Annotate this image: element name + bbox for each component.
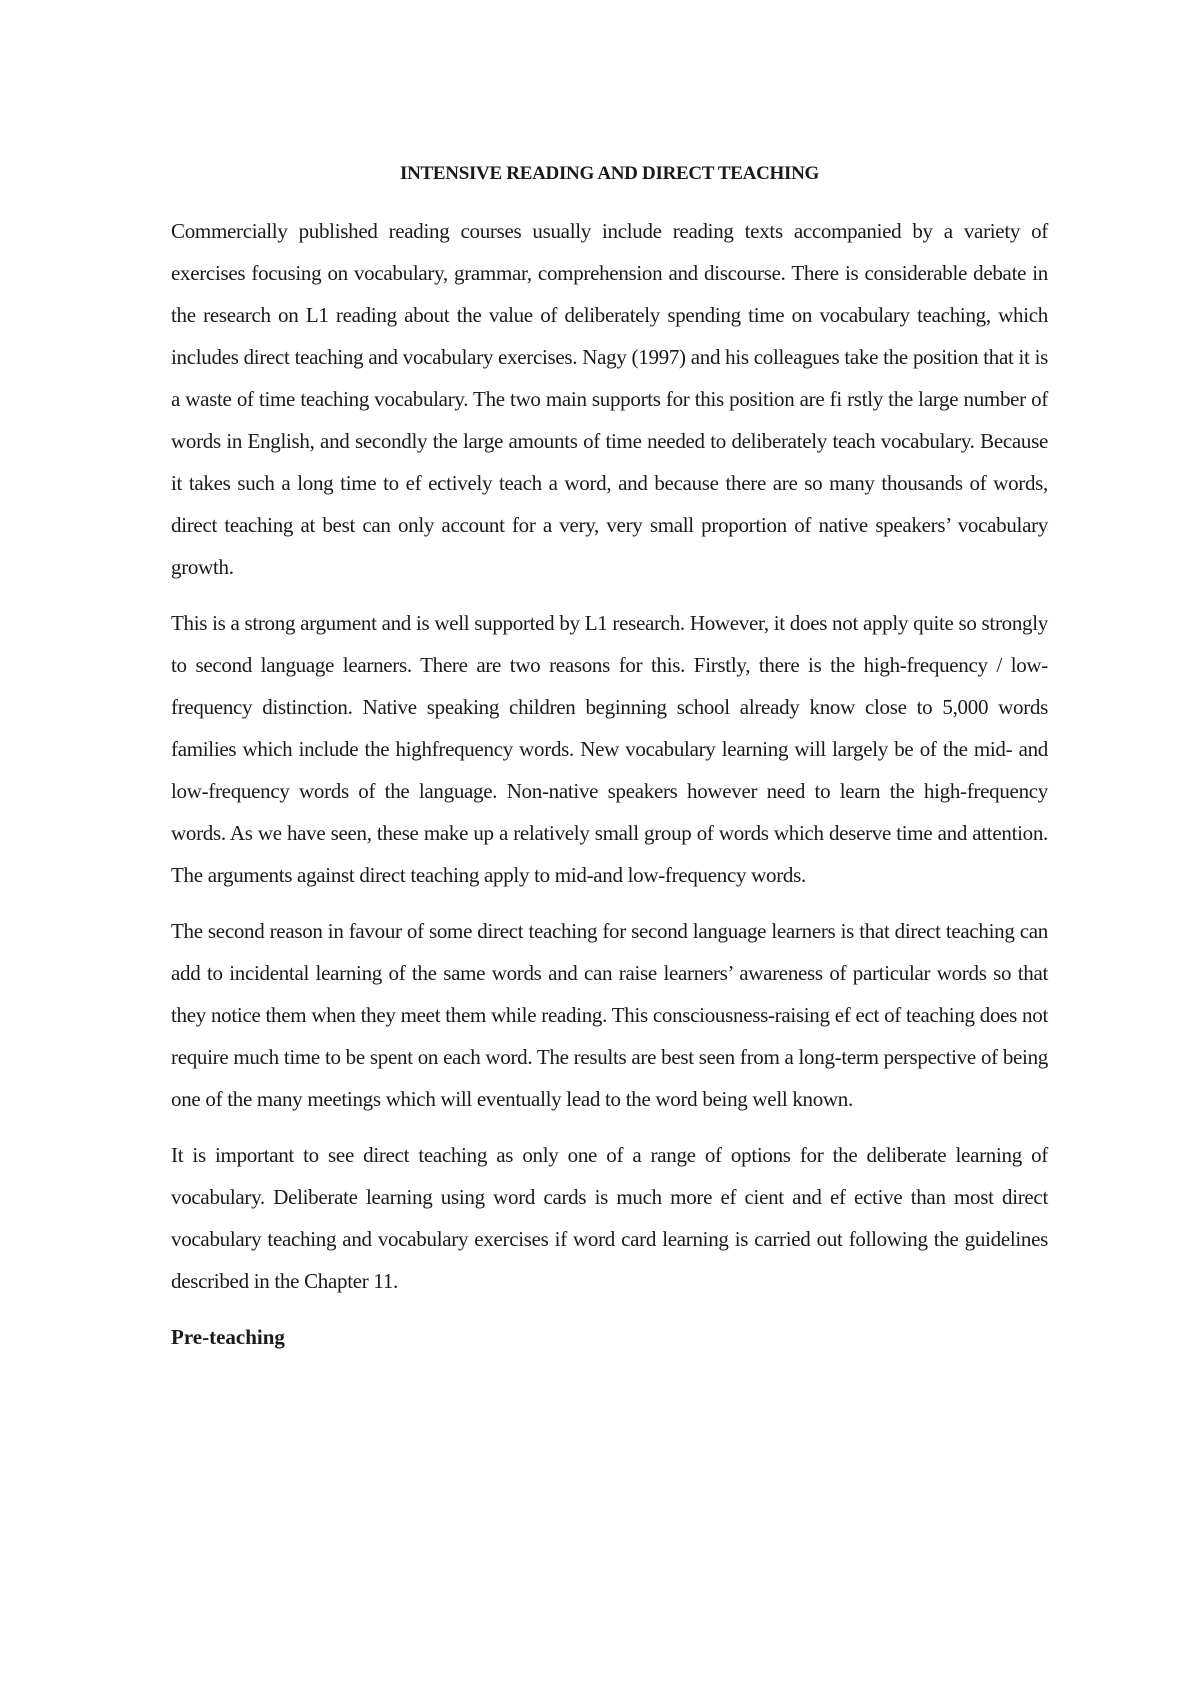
document-body <box>171 160 1048 1358</box>
section-heading-pre-teaching: Pre-teaching <box>171 1325 285 1349</box>
paragraph-2: This is a strong argument and is well supported by L1 research. However, it does not apply quite so strongly to second language learners. There are two reasons for this. Firstly, there is the high-frequency / low-frequency distinction. Native speaking children beginning school already know close to 5,000 words families which include the highfrequency words. New vocabulary learning will largely be of the mid- and low-frequency words of the language. Non-native speakers however need to learn the high-frequency words. As we have seen, these make up a relatively small group of words which deserve time and attention. The arguments against direct teaching apply to mid-and low-frequency words. <box>171 611 1048 887</box>
paragraph-1: Commercially published reading courses usually include reading texts accompanied by a variety of exercises focusing on vocabulary, grammar, comprehension and discourse. There is considerable debate in the research on L1 reading about the value of deliberately spending time on vocabulary teaching, which includes direct teaching and vocabulary exercises. Nagy (1997) and his colleagues take the position that it is a waste of time teaching vocabulary. The two main supports for this position are fi rstly the large number of words in English, and secondly the large amounts of time needed to deliberately teach vocabulary. Because it takes such a long time to ef ectively teach a word, and because there are so many thousands of words, direct teaching at best can only account for a very, very small proportion of native speakers’ vocabulary growth. <box>171 219 1048 579</box>
page-title: INTENSIVE READING AND DIRECT TEACHING <box>400 163 819 184</box>
paragraph-3: The second reason in favour of some direct teaching for second language learners is that direct teaching can add to incidental learning of the same words and can raise learners’ awareness of particular words so that they notice them when they meet them while reading. This consciousness-raising ef ect of teaching does not require much time to be spent on each word. The results are best seen from a long-term perspective of being one of the many meetings which will eventually lead to the word being well known. <box>171 919 1048 1111</box>
paragraph-4: It is important to see direct teaching as only one of a range of options for the deliberate learning of vocabulary. Deliberate learning using word cards is much more ef cient and ef ective than most direct vocabulary teaching and vocabulary exercises if word card learning is carried out following the guidelines described in the Chapter 11. <box>171 1143 1048 1293</box>
